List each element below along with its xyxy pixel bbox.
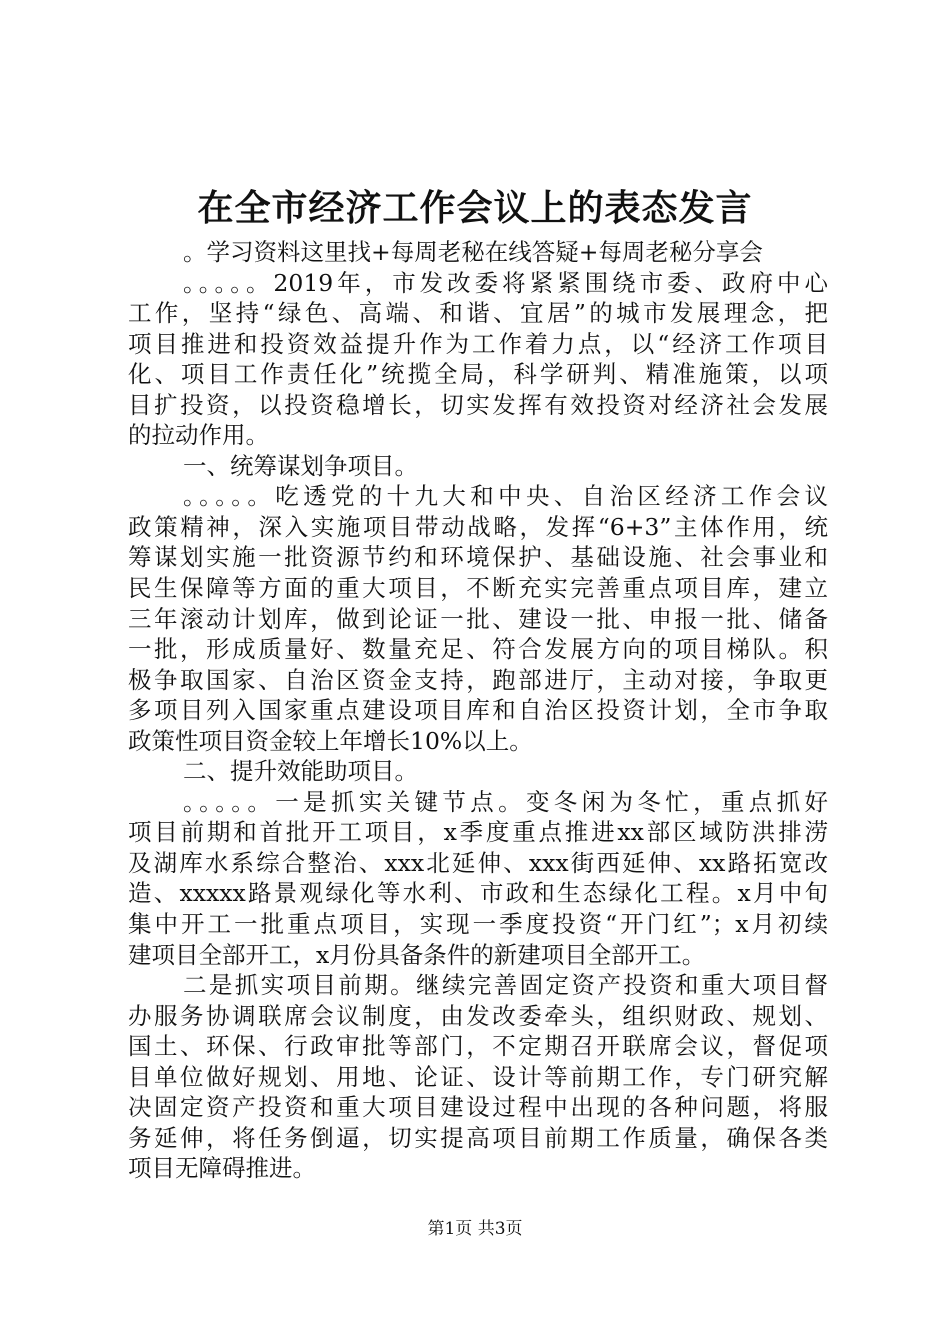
text-line: 。。。。。吃透党的十九大和中央、自治区经济工作会议 [183,482,828,511]
text-line: 国土、环保、行政审批等部门，不定期召开联席会议，督促项 [128,1032,828,1061]
text-line: 决固定资产投资和重大项目建设过程中出现的各种问题，将服 [128,1093,828,1122]
text-line: 政策精神，深入实施项目带动战略，发挥“6+3”主体作用，统 [128,512,828,541]
text-line: 。。。。。一是抓实关键节点。变冬闲为冬忙，重点抓好 [183,787,828,816]
text-line: 项目前期和首批开工项目，x季度重点推进xx部区域防洪排涝 [128,818,828,847]
text-line: 民生保障等方面的重大项目，不断充实完善重点项目库，建立 [128,574,828,603]
text-line: 项目无障碍推进。 [128,1154,316,1183]
text-line: 务延伸，将任务倒逼，切实提高项目前期工作质量，确保各类 [128,1123,828,1152]
text-line: 极争取国家、自治区资金支持，跑部进厅，主动对接，争取更 [128,665,828,694]
text-line: 三年滚动计划库，做到论证一批、建设一批、申报一批、储备 [128,604,828,633]
text-line: 一批，形成质量好、数量充足、符合发展方向的项目梯队。积 [128,635,828,664]
page-number: 第1页 共3页 [427,1219,523,1239]
text-line: 二是抓实项目前期。继续完善固定资产投资和重大项目督 [183,971,828,1000]
text-line: 。学习资料这里找+每周老秘在线答疑+每周老秘分享会 [183,238,763,266]
text-line: 化、项目工作责任化”统揽全局，科学研判、精准施策，以项 [128,360,828,389]
text-line: 造、xxxxx路景观绿化等水利、市政和生态绿化工程。x月中旬 [128,879,828,908]
text-line: 办服务协调联席会议制度，由发改委牵头，组织财政、规划、 [128,1001,828,1030]
document-title: 在全市经济工作会议上的表态发言 [197,187,753,229]
text-line: 及湖库水系综合整治、xxx北延伸、xxx街西延伸、xx路拓宽改 [128,848,828,877]
text-line: 项目推进和投资效益提升作为工作着力点，以“经济工作项目 [128,329,828,358]
document-body [128,237,828,1184]
text-line: 筹谋划实施一批资源节约和环境保护、基础设施、社会事业和 [128,543,828,572]
text-line: 的拉动作用。 [128,421,269,450]
section-heading: 二、提升效能助项目。 [183,757,418,786]
text-line: 集中开工一批重点项目，实现一季度投资“开门红”；x月初续 [128,910,828,939]
text-line: 目扩投资，以投资稳增长，切实发挥有效投资对经济社会发展 [128,390,828,419]
text-line: 多项目列入国家重点建设项目库和自治区投资计划，全市争取 [128,696,828,725]
text-line: 工作，坚持“绿色、高端、和谐、宜居”的城市发展理念，把 [128,299,828,328]
text-line: 政策性项目资金较上年增长10%以上。 [128,726,533,755]
text-line: 建项目全部开工，x月份具备条件的新建项目全部开工。 [128,940,706,969]
text-line: 。。。。。2019年，市发改委将紧紧围绕市委、政府中心 [183,268,828,297]
text-line: 目单位做好规划、用地、论证、设计等前期工作，专门研究解 [128,1062,828,1091]
section-heading: 一、统筹谋划争项目。 [183,451,418,480]
